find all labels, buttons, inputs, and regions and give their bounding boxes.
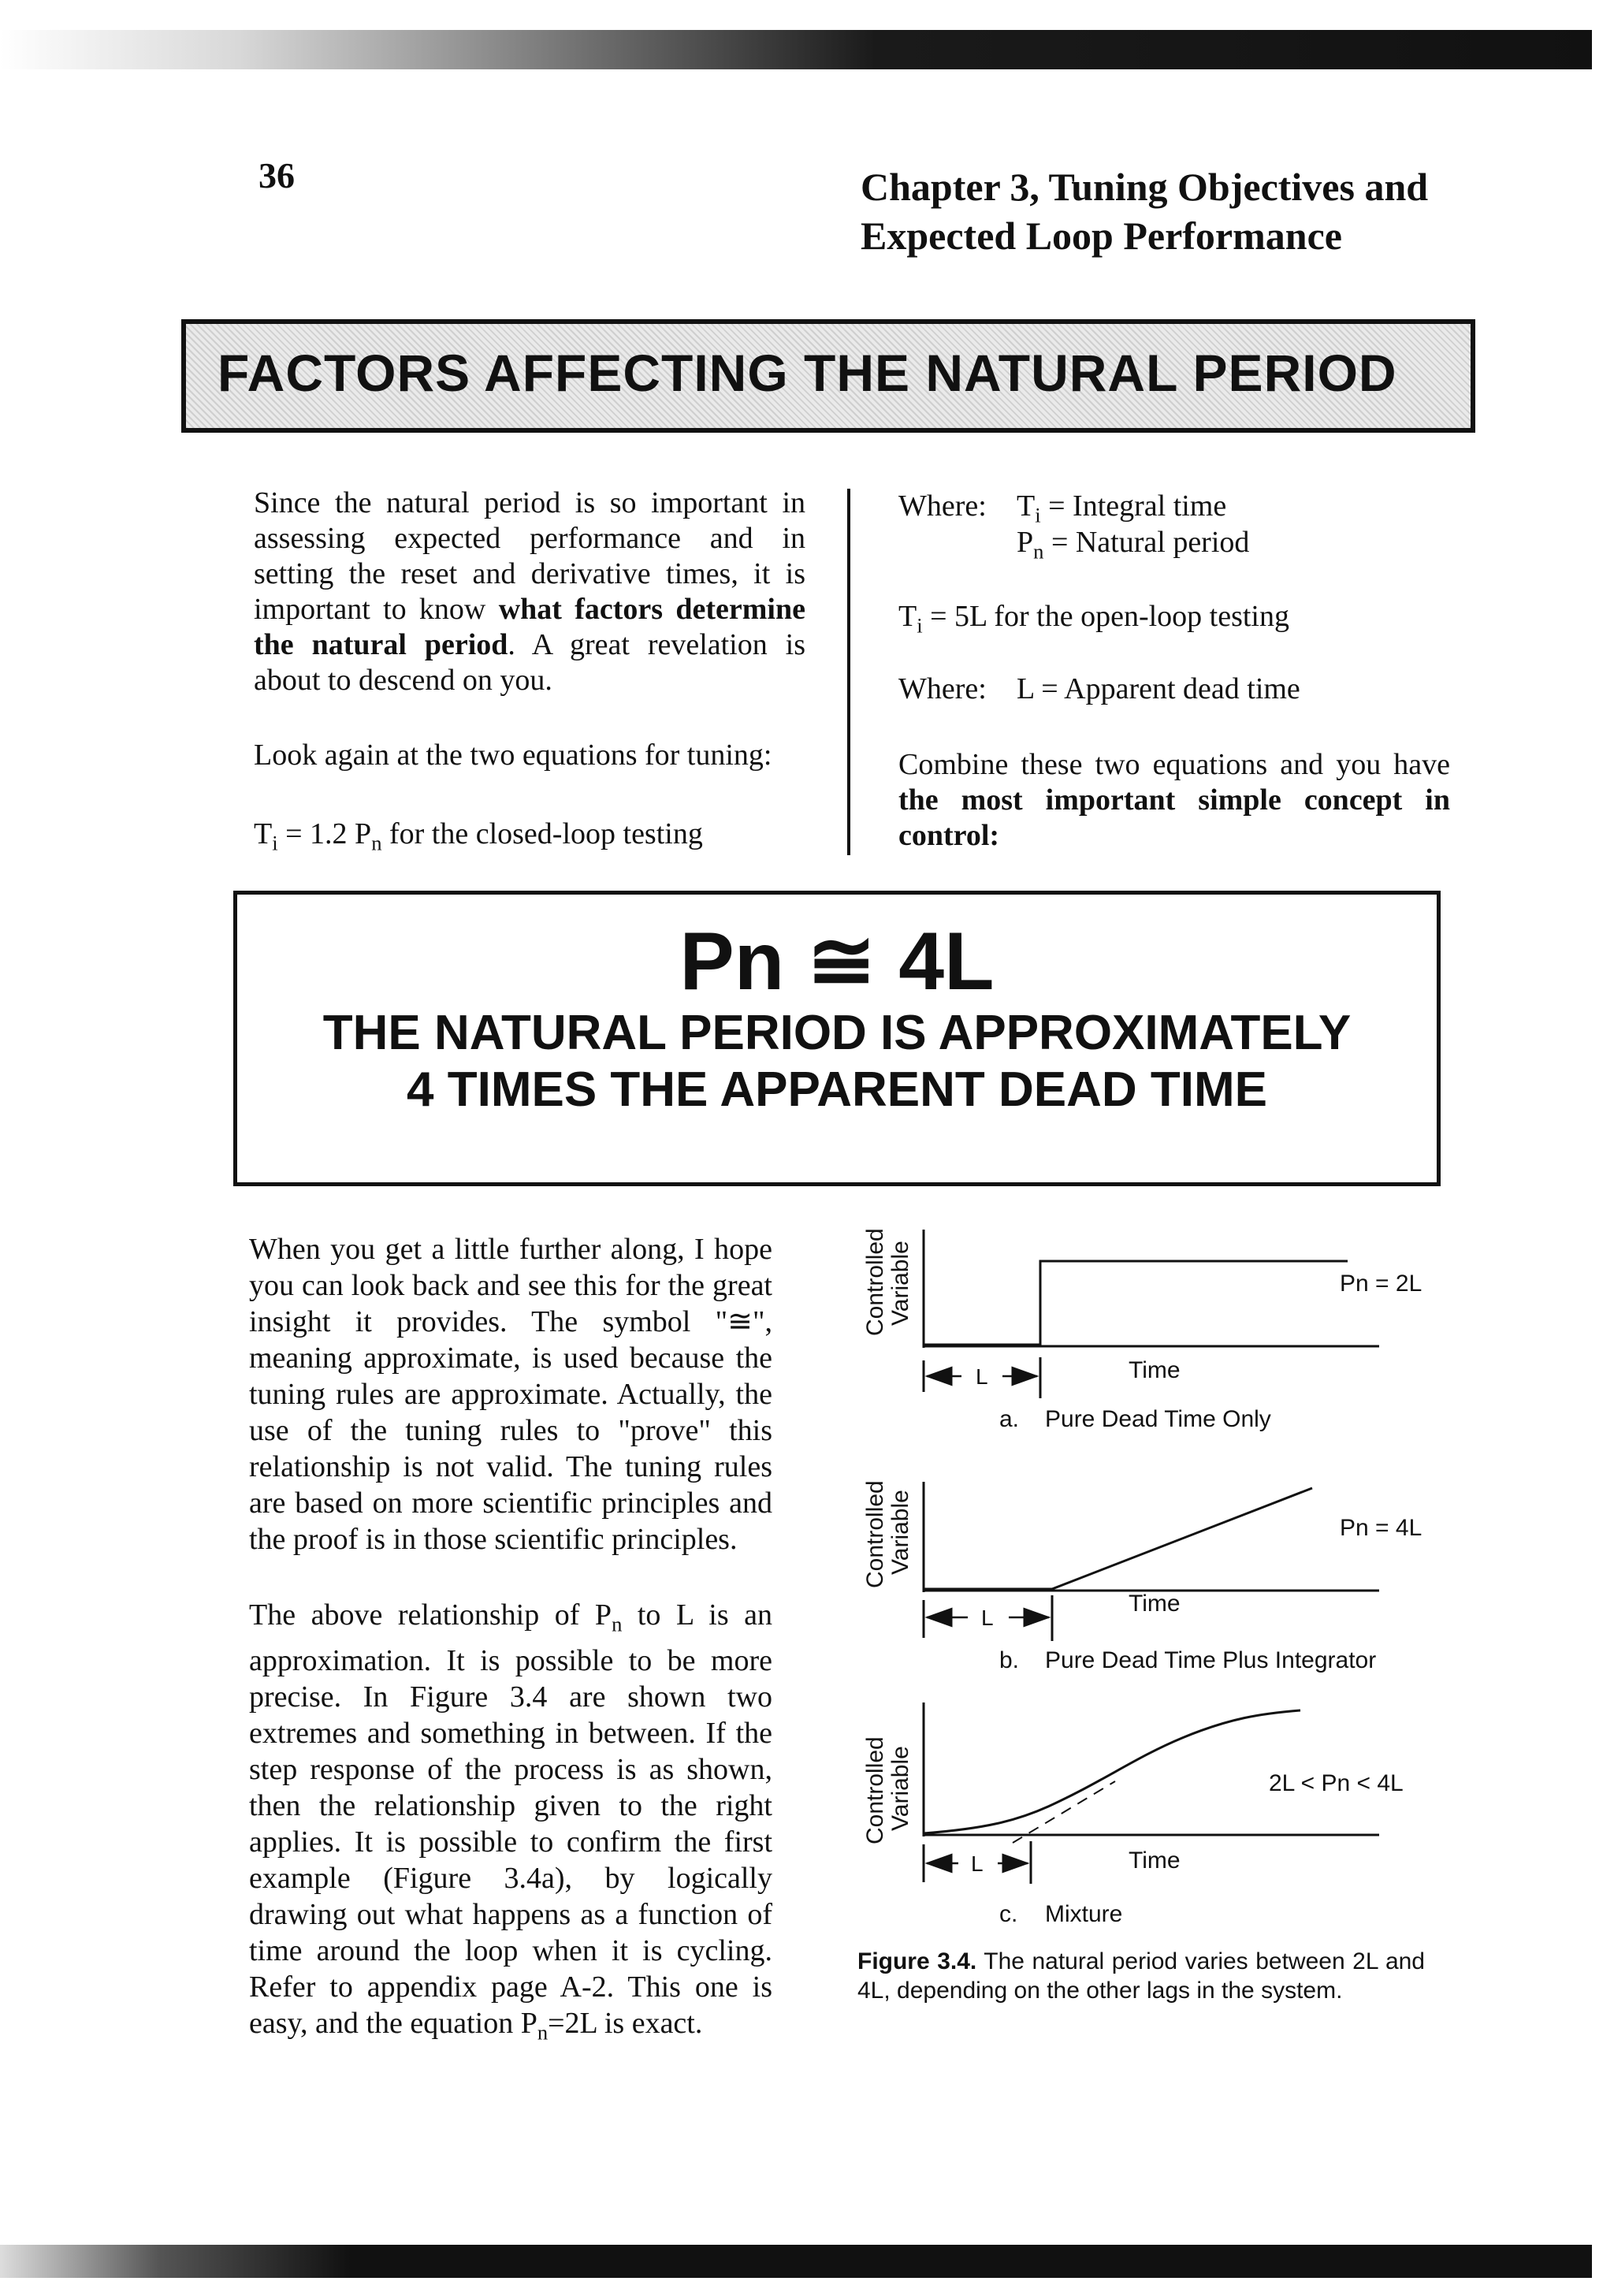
y-axis-label-c-2: Variable <box>887 1746 913 1831</box>
relation-a: Pn = 2L <box>1340 1271 1422 1297</box>
where-label: Where: <box>898 489 987 523</box>
l-label-b: L <box>981 1606 994 1630</box>
key-equation: Pn ≅ 4L <box>679 916 995 1007</box>
intro-text-end: . A great revelation is about to descend on you. <box>254 628 806 697</box>
caption-label: Figure 3.4. <box>857 1948 977 1974</box>
figure-caption <box>857 1947 1425 2005</box>
tangent-dashed-c <box>1013 1781 1115 1843</box>
panel-title-b: Pure Dead Time Plus Integrator <box>1045 1647 1377 1673</box>
time-label-a: Time <box>1129 1357 1181 1383</box>
panel-letter-b: b. <box>999 1647 1020 1673</box>
equations-intro: Look again at the two equations for tuning: <box>254 739 772 772</box>
relation-b: Pn = 4L <box>1340 1515 1422 1541</box>
time-label-b: Time <box>1129 1591 1181 1617</box>
response-curve-c <box>924 1710 1300 1833</box>
open-eq-text: = 5L for the open-loop testing <box>922 600 1289 633</box>
response-curve-b <box>924 1488 1312 1589</box>
open-eq-symbol: T <box>898 600 917 633</box>
key-concept-box <box>233 891 1441 1186</box>
closed-loop-equation <box>254 817 805 861</box>
eq-symbol: T <box>254 817 273 850</box>
figure-3-4 <box>851 1206 1466 1939</box>
key-statement-line-1: THE NATURAL PERIOD IS APPROXIMATELY <box>322 1006 1352 1060</box>
l-definition <box>898 672 1450 707</box>
panel-c <box>862 1702 1404 1927</box>
panel-b <box>862 1480 1422 1673</box>
open-loop-equation <box>898 599 1450 644</box>
relationship-paragraph <box>249 1597 772 2050</box>
open-eq-subscript: i <box>917 613 923 638</box>
l-label-a: L <box>976 1364 988 1389</box>
eq-subscript-n: n <box>371 831 382 855</box>
chapter-title-line-2: Expected Loop Performance <box>861 214 1342 258</box>
column-divider <box>847 489 850 855</box>
chapter-title <box>861 162 1491 260</box>
ti-symbol: T <box>1017 489 1036 523</box>
relationship-sub-2: n <box>537 2020 549 2045</box>
combine-text: Combine these two equations and you have <box>898 748 1450 781</box>
y-axis-label-a-1: Controlled <box>862 1228 888 1336</box>
bottom-border-bar <box>0 2245 1592 2278</box>
panel-letter-a: a. <box>999 1406 1020 1432</box>
pn-definition <box>1017 525 1568 570</box>
y-axis-label-b-2: Variable <box>887 1490 913 1575</box>
relation-c: 2L < Pn < 4L <box>1269 1770 1404 1796</box>
key-statement-line-2: 4 TIMES THE APPARENT DEAD TIME <box>407 1062 1267 1117</box>
relationship-text-a: The above relationship of P <box>249 1598 612 1632</box>
section-banner <box>181 319 1475 433</box>
ti-definition-text: = Integral time <box>1040 489 1227 523</box>
y-axis-label-c-1: Controlled <box>862 1736 888 1844</box>
relationship-text-b: to L is an approximation. It is possible to be more precise. In Figure 3.4 are shown two extremes and something in between. If the step response of the process is as shown, then the relationship given to the right applies. It is possible to confirm the first example (Figure 3.4a), by logically drawing out what happens as a function of time around the loop when it is cycling. Refer to appendix page A-2. This one is easy, and the equation P <box>249 1598 772 2040</box>
ti-subscript: i <box>1035 503 1041 527</box>
panel-title-c: Mixture <box>1045 1901 1123 1927</box>
intro-text-bold: what factors determine the natural period <box>254 593 805 661</box>
eq-middle: = 1.2 P <box>277 817 372 850</box>
intro-paragraph <box>254 486 805 698</box>
panel-letter-c: c. <box>999 1901 1018 1927</box>
section-heading: FACTORS AFFECTING THE NATURAL PERIOD <box>218 344 1397 402</box>
top-border-bar <box>0 30 1592 69</box>
relationship-sub-1: n <box>612 1612 623 1636</box>
combine-bold-text: the most important simple concept in control: <box>898 783 1450 852</box>
eq-subscript: i <box>272 831 278 855</box>
time-label-c: Time <box>1129 1848 1181 1874</box>
insight-paragraph: When you get a little further along, I hope you can look back and see this for the great insight it provides. The symbol "≅", meaning approximate, is used because the tuning rules are approximate. Actually, the use of the tuning rules to "prove" this relationship is not valid. The tuning rules are based on more scientific principles and the proof is in those scientific principles. <box>249 1233 772 1556</box>
intro-text-start: Since the natural period is so important in assessing expected performance and in setting the reset and derivative times, it is important to know <box>254 486 805 626</box>
where-label-2: Where: <box>898 672 987 705</box>
response-curve-a <box>924 1261 1348 1345</box>
panel-title-a: Pure Dead Time Only <box>1045 1406 1271 1432</box>
relationship-text-c: =2L is exact. <box>548 2006 703 2040</box>
chapter-title-line-1: Chapter 3, Tuning Objectives and <box>861 165 1429 209</box>
pn-symbol: P <box>1017 526 1034 559</box>
combine-paragraph <box>898 747 1450 854</box>
caption-text: The natural period varies between 2L and 4L, depending on the other lags in the system. <box>857 1948 1425 2004</box>
y-axis-label-b-1: Controlled <box>862 1480 888 1588</box>
l-label-c: L <box>971 1851 984 1876</box>
eq-end: for the closed-loop testing <box>381 817 703 850</box>
page-number: 36 <box>258 155 295 195</box>
y-axis-label-a-2: Variable <box>887 1241 913 1326</box>
pn-definition-text: = Natural period <box>1043 526 1250 559</box>
panel-a <box>862 1228 1422 1432</box>
l-definition-text: L = Apparent dead time <box>1017 672 1300 705</box>
pn-subscript: n <box>1033 539 1044 564</box>
